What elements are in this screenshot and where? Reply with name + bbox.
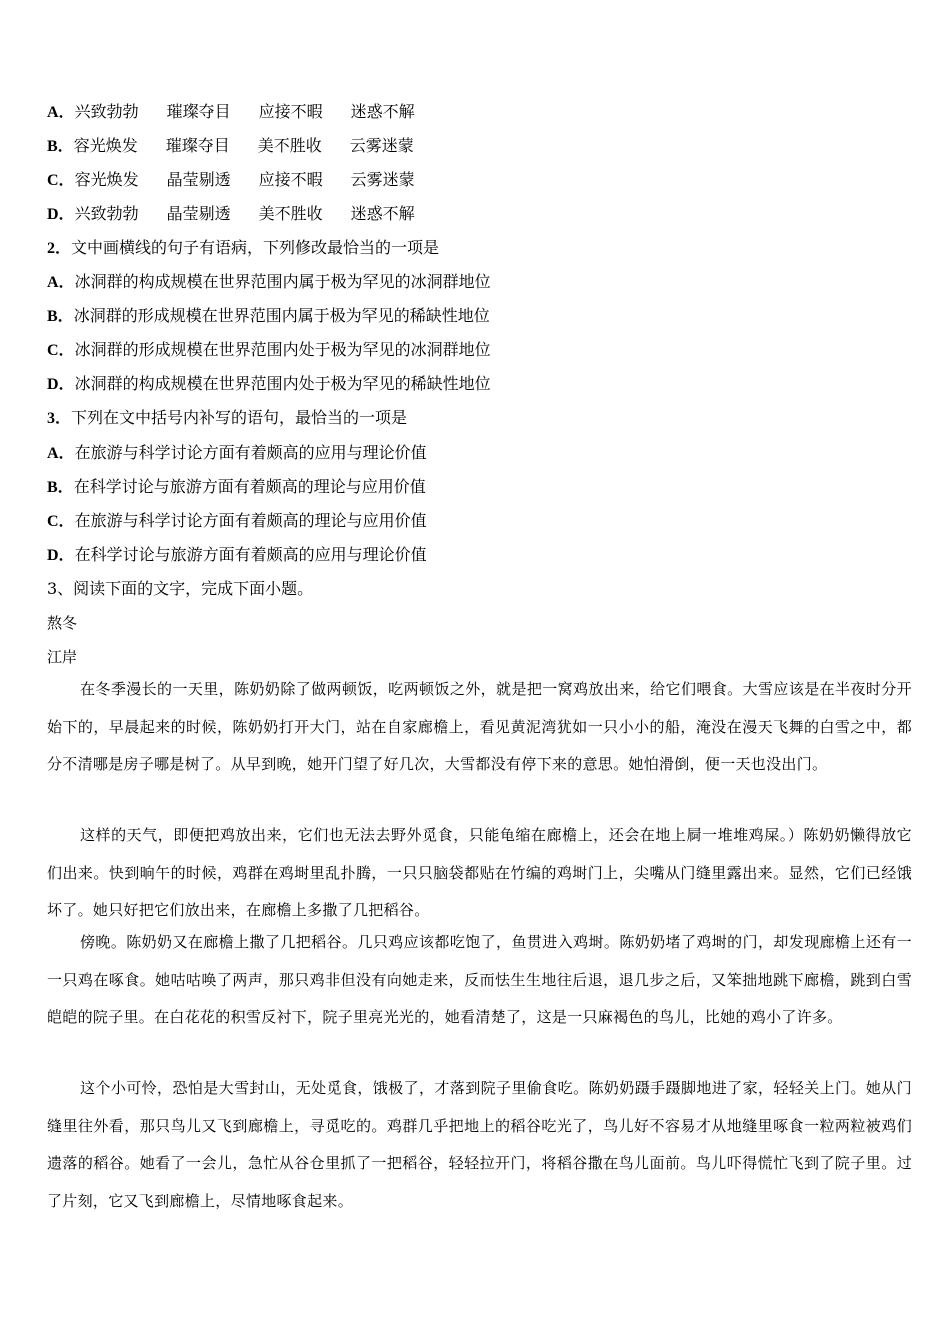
q3-option-b — [47, 477, 426, 498]
option-word: 云雾迷蒙 — [350, 170, 415, 189]
option-word: 应接不暇 — [258, 170, 323, 189]
option-word: 云雾迷蒙 — [349, 136, 414, 155]
question-text: 文中画横线的句子有语病，下列修改最恰当的一项是 — [71, 238, 440, 257]
q3-option-d — [47, 545, 427, 566]
option-word: 容光焕发 — [73, 136, 138, 155]
option-word: 兴致勃勃 — [74, 204, 139, 223]
option-letter: B． — [47, 138, 74, 155]
option-letter: B． — [47, 479, 74, 496]
article-paragraph: 这个小可怜，恐怕是大雪封山，无处觅食，饿极了，才落到院子里偷食吃。陈奶奶蹑手蹑脚地进了家，轻轻关上门。她从门缝里往外看，那只鸟儿又飞到廊檐上，寻觅吃的。鸡群几乎把地上的稻谷吃光了，鸟儿好不容易才从地缝里啄食一粒两粒被鸡们遗落的稻谷。她看了一会儿，急忙从谷仓里抓了一把稻谷，轻轻拉开门，将稻谷撒在鸟儿面前。鸟儿吓得慌忙飞到了院子里。过了片刻，它又飞到廊檐上，尽情地啄食起来。 — [47, 1079, 912, 1210]
question-3-stem — [47, 408, 407, 429]
option-letter: C． — [47, 513, 75, 530]
question-2-stem — [47, 238, 439, 259]
question-text: 下列在文中括号内补写的语句，最恰当的一项是 — [71, 408, 408, 427]
option-letter: A． — [47, 445, 75, 462]
option-word: 璀璨夺目 — [166, 102, 231, 121]
q1-option-c — [47, 170, 415, 191]
q2-option-b — [47, 306, 490, 327]
option-text: 冰洞群的构成规模在世界范围内处于极为罕见的稀缺性地位 — [74, 374, 491, 393]
option-letter: A． — [47, 274, 75, 291]
question-number: 3． — [47, 410, 72, 427]
section-heading: 3、阅读下面的文字，完成下面小题。 — [47, 579, 314, 598]
option-text: 冰洞群的形成规模在世界范围内属于极为罕见的稀缺性地位 — [73, 306, 490, 325]
option-word: 璀璨夺目 — [165, 136, 230, 155]
q2-option-c — [47, 340, 491, 361]
option-letter: D． — [47, 206, 75, 223]
option-letter: C． — [47, 172, 75, 189]
option-text: 在旅游与科学讨论方面有着颇高的应用与理论价值 — [74, 443, 427, 462]
article-paragraph: 这样的天气，即便把鸡放出来，它们也无法去野外觅食，只能龟缩在廊檐上，还会在地上屙一堆堆鸡屎。）陈奶奶懒得放它们出来。快到晌午的时候，鸡群在鸡埘里乱扑腾，一只只脑袋都贴在竹编的鸡埘门上，尖嘴从门缝里露出来。显然，它们已经饿坏了。她只好把它们放出来，在廊檐上多撒了几把稻谷。 — [47, 826, 912, 919]
q1-option-b — [47, 136, 414, 157]
option-text: 在科学讨论与旅游方面有着颇高的应用与理论价值 — [74, 545, 427, 564]
option-letter: C． — [47, 342, 75, 359]
q1-option-a — [47, 102, 415, 123]
option-letter: B． — [47, 308, 74, 325]
option-letter: A． — [47, 104, 75, 121]
option-word: 晶莹剔透 — [166, 170, 231, 189]
article-paragraph: 在冬季漫长的一天里，陈奶奶除了做两顿饭，吃两顿饭之外，就是把一窝鸡放出来，给它们喂食。大雪应该是在半夜时分开始下的，早晨起来的时候，陈奶奶打开大门，站在自家廊檐上，看见黄泥湾犹如一只小小的船，淹没在漫天飞舞的白雪之中，都分不清哪是房子哪是树了。从早到晚，她开门望了好几次，大雪都没有停下来的意思。她怕滑倒，便一天也没出门。 — [47, 680, 912, 773]
option-word: 美不胜收 — [258, 204, 323, 223]
question-number: 2． — [47, 240, 72, 257]
article-title: 熬冬 — [47, 614, 78, 632]
q2-option-a — [47, 272, 491, 293]
article-author: 江岸 — [47, 648, 78, 666]
option-letter: D． — [47, 547, 75, 564]
option-letter: D． — [47, 376, 75, 393]
q2-option-d — [47, 374, 491, 395]
option-text: 在旅游与科学讨论方面有着颇高的理论与应用价值 — [74, 511, 427, 530]
q1-option-d — [47, 204, 415, 225]
option-word: 美不胜收 — [257, 136, 322, 155]
q3-option-a — [47, 443, 427, 464]
article-paragraph: 傍晚。陈奶奶又在廊檐上撒了几把稻谷。几只鸡应该都吃饱了，鱼贯进入鸡埘。陈奶奶堵了鸡埘的门，却发现廊檐上还有一一只鸡在啄食。她咕咕唤了两声，那只鸡非但没有向她走来，反而怯生生地往后退，退几步之后，又笨拙地跳下廊檐，跳到白雪皑皑的院子里。在白花花的积雪反衬下，院子里亮光光的，她看清楚了，这是一只麻褐色的鸟儿，比她的鸡小了许多。 — [47, 933, 912, 1026]
option-text: 冰洞群的形成规模在世界范围内处于极为罕见的冰洞群地位 — [74, 340, 491, 359]
option-word: 迷惑不解 — [350, 204, 415, 223]
option-word: 容光焕发 — [74, 170, 139, 189]
option-text: 冰洞群的构成规模在世界范围内属于极为罕见的冰洞群地位 — [74, 272, 491, 291]
option-text: 在科学讨论与旅游方面有着颇高的理论与应用价值 — [73, 477, 426, 496]
option-word: 兴致勃勃 — [74, 102, 139, 121]
option-word: 迷惑不解 — [350, 102, 415, 121]
option-word: 晶莹剔透 — [166, 204, 231, 223]
option-word: 应接不暇 — [258, 102, 323, 121]
q3-option-c — [47, 511, 427, 532]
